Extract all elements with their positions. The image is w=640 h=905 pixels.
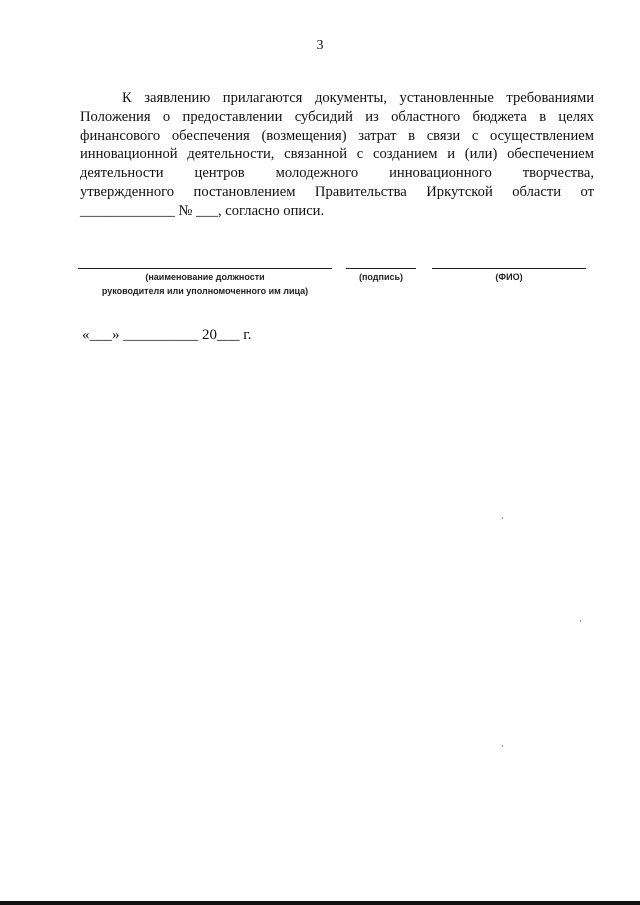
- position-caption-line2: руководителя или уполномоченного им лица): [101, 286, 309, 296]
- paragraph-line: деятельности центров молодежного инновационного творчества,: [80, 165, 594, 182]
- body-paragraph: [80, 89, 594, 221]
- paragraph-line: _____________ № ___, согласно описи.: [80, 202, 325, 219]
- position-signature-line: [78, 268, 332, 269]
- position-caption-line1: (наименование должности: [145, 272, 265, 282]
- paragraph-line: К заявлению прилагаются документы, установленные требованиями: [122, 90, 594, 106]
- paragraph-line: утвержденного постановлением Правительства Иркутской области от: [80, 183, 594, 200]
- scan-speck: [502, 517, 503, 519]
- paragraph-line: Положения о предоставлении субсидий из областного бюджета в целях: [80, 108, 594, 125]
- page-number: 3: [316, 38, 324, 53]
- paragraph-line: финансового обеспечения (возмещения) затрат в связи с осуществлением: [80, 127, 594, 144]
- date-line: «___» __________ 20___ г.: [82, 327, 252, 343]
- scan-bottom-border: [0, 901, 640, 905]
- name-caption: (ФИО): [495, 272, 523, 282]
- signature-caption: (подпись): [358, 272, 404, 282]
- position-caption: [78, 270, 332, 298]
- scan-speck: [502, 745, 503, 747]
- scan-speck: [580, 620, 581, 622]
- name-signature-line: [432, 268, 586, 269]
- signature-line: [346, 268, 416, 269]
- paragraph-line: инновационной деятельности, связанной с созданием и (или) обеспечением: [80, 146, 594, 163]
